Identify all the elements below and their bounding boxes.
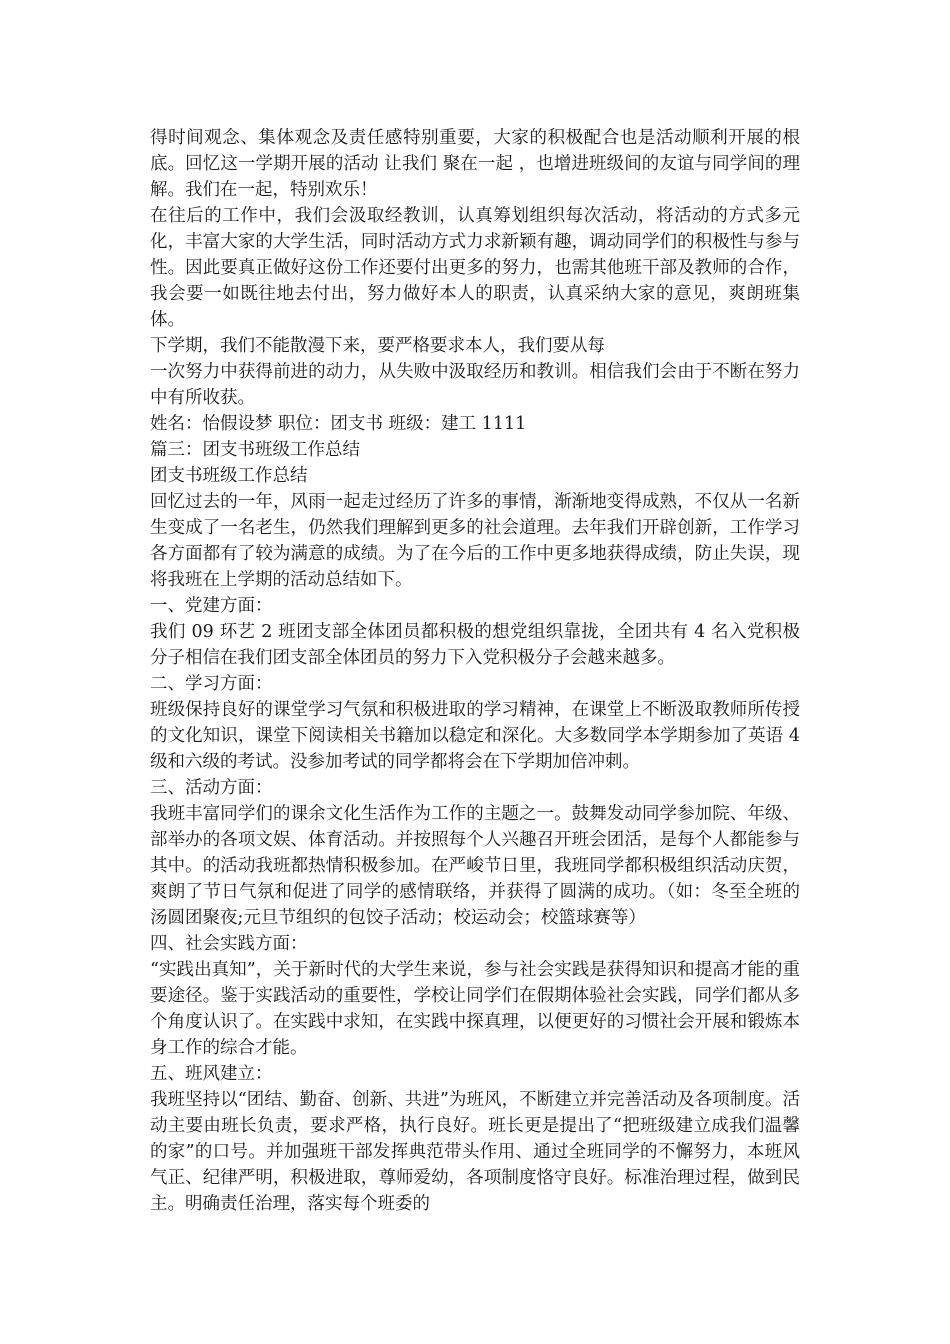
document-page xyxy=(150,125,800,1217)
heading-activities: 三、活动方面： xyxy=(150,778,273,798)
signature-line: 姓名：怡假设梦 职位：团支书 班级：建工 1111 xyxy=(150,414,527,434)
section-title: 篇三：团支书班级工作总结 xyxy=(150,440,360,460)
paragraph-social-practice: “实践出真知”，关于新时代的大学生来说，参与社会实践是获得知识和提高才能的重要途径。鉴于实践活动的重要性，学校让同学们在假期体验社会实践，同学们都从多个角度认识了。在实践中求知，在实践中探真理，以便更好的习惯社会开展和锻炼本身工作的综合才能。 xyxy=(150,960,800,1058)
document-title: 团支书班级工作总结 xyxy=(150,466,308,486)
paragraph-class-style: 我班坚持以“团结、勤奋、创新、共进”为班风，不断建立并完善活动及各项制度。活动主要由班长负责，要求严格，执行良好。班长更是提出了“把班级建立成我们温馨的家”的口号。并加强班干部发挥典范带头作用、通过全班同学的不懈努力，本班风气正、纪律严明，积极进取，尊师爱幼，各项制度恪守良好。标准治理过程，做到民主。明确责任治理，落实每个班委的 xyxy=(150,1090,800,1214)
heading-study: 二、学习方面： xyxy=(150,674,273,694)
paragraph-next-term: 下学期，我们不能散漫下来，要严格要求本人，我们要从每 xyxy=(150,336,605,356)
heading-class-style: 五、班风建立： xyxy=(150,1064,273,1084)
heading-party-building: 一、党建方面： xyxy=(150,596,273,616)
paragraph-intro-end: 得时间观念、集体观念及责任感特别重要，大家的积极配合也是活动顺利开展的根底。回忆这一学期开展的活动 让我们 聚在一起 ，也增进班级间的友谊与同学间的理解。我们在一起，特别欢乐！ xyxy=(150,128,800,200)
paragraph-motivation: 一次努力中获得前进的动力，从失败中汲取经历和教训。相信我们会由于不断在努力中有所收获。 xyxy=(150,362,800,408)
paragraph-review: 回忆过去的一年，风雨一起走过经历了许多的事情，渐渐地变得成熟，不仅从一名新生变成了一名老生，仍然我们理解到更多的社会道理。去年我们开辟创新，工作学习各方面都有了较为满意的成绩。为了在今后的工作中更多地获得成绩，防止失误，现将我班在上学期的活动总结如下。 xyxy=(150,492,800,590)
paragraph-study: 班级保持良好的课堂学习气氛和积极进取的学习精神，在课堂上不断汲取教师所传授的文化知识，课堂下阅读相关书籍加以稳定和深化。大多数同学本学期参加了英语 4 级和六级的考试。没参加考试的同学都将会在下学期加倍冲刺。 xyxy=(150,700,800,772)
paragraph-party-building: 我们 09 环艺 2 班团支部全体团员都积极的想党组织靠拢，全团共有 4 名入党积极分子相信在我们团支部全体团员的努力下入党积极分子会越来越多。 xyxy=(150,622,800,668)
paragraph-activities: 我班丰富同学们的课余文化生活作为工作的主题之一。鼓舞发动同学参加院、年级、部举办的各项文娱、体育活动。并按照每个人兴趣召开班会团活，是每个人都能参与其中。的活动我班都热情积极参加。在严峻节日里，我班同学都积极组织活动庆贺，爽朗了节日气氛和促进了同学的感情联络，并获得了圆满的成功。（如：冬至全班的汤圆团聚夜;元旦节组织的包饺子活动；校运动会；校篮球赛等） xyxy=(150,804,800,928)
heading-social-practice: 四、社会实践方面： xyxy=(150,934,308,954)
paragraph-future-work: 在往后的工作中，我们会汲取经教训，认真筹划组织每次活动，将活动的方式多元化，丰富大家的大学生活，同时活动方式力求新颖有趣，调动同学们的积极性与参与性。因此要真正做好这份工作还要付出更多的努力，也需其他班干部及教师的合作，我会要一如既往地去付出，努力做好本人的职责，认真采纳大家的意见，爽朗班集体。 xyxy=(150,206,800,330)
